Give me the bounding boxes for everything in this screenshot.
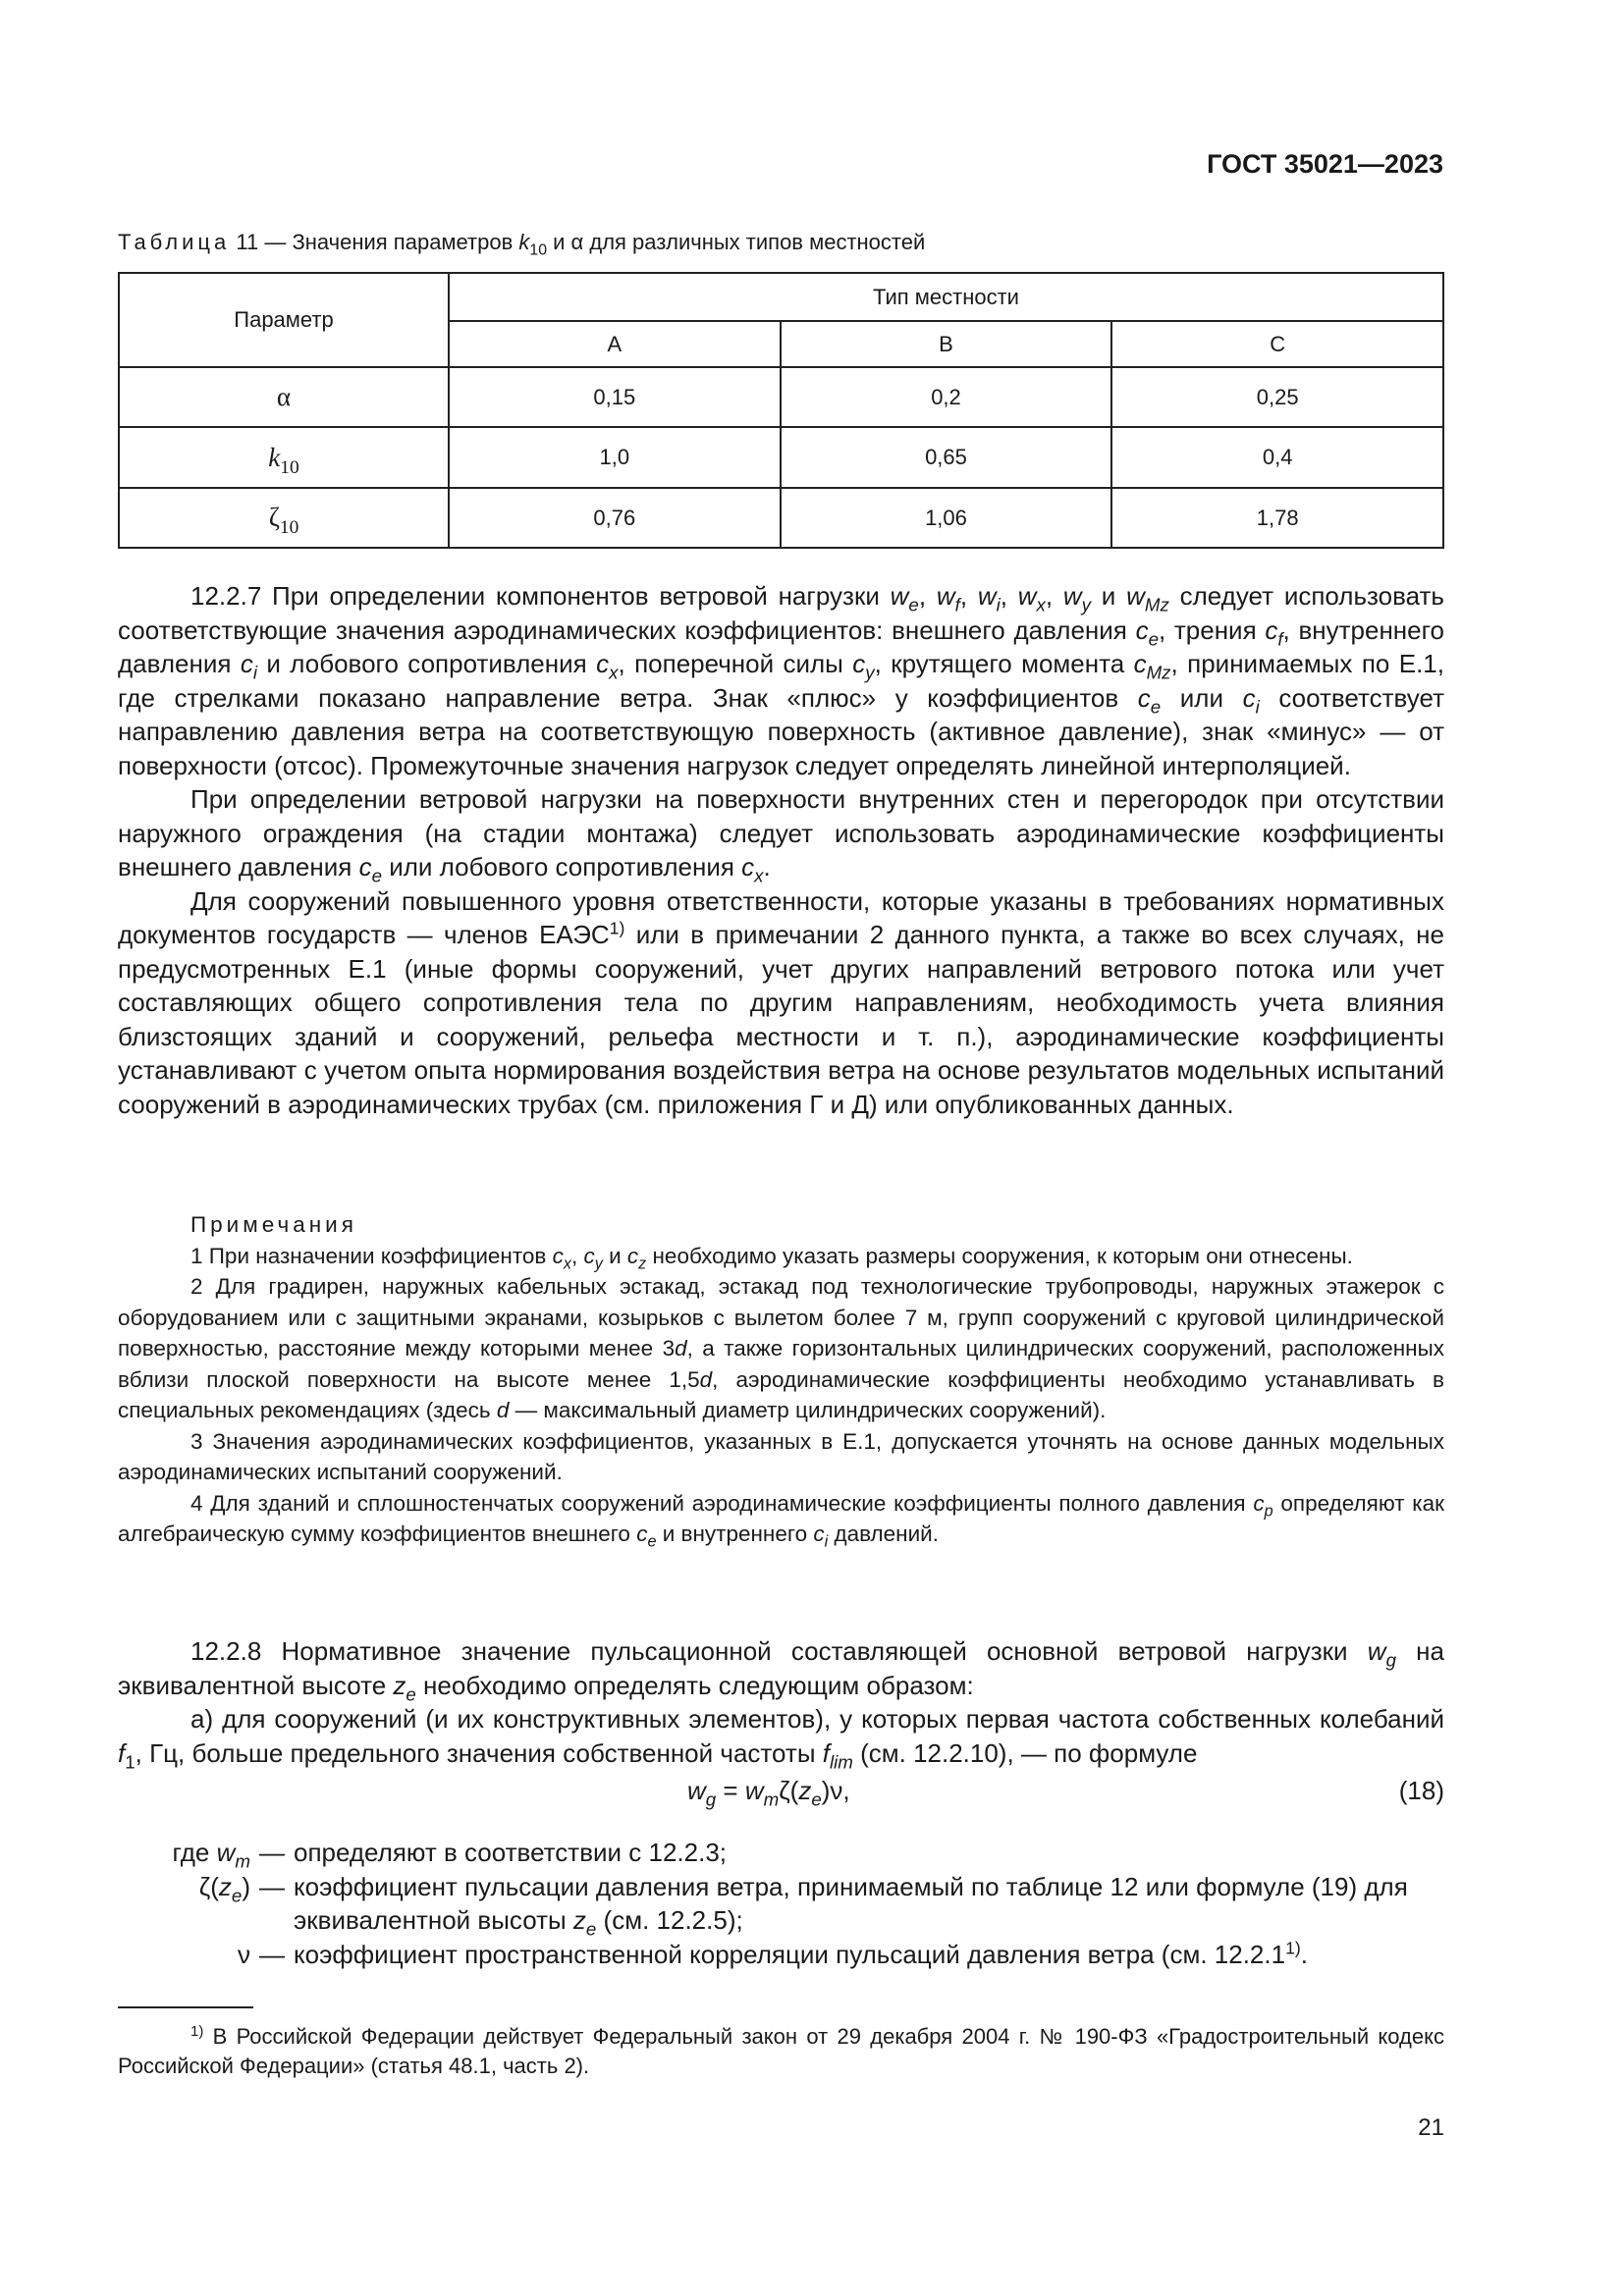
notes-block	[118, 1209, 1444, 1550]
paragraph-12-2-8-2: а) для сооружений (и их конструктивных элементов), у которых первая частота собственных колебаний $f_1$, Гц, больше предельного значения собственной частоты $f_{lim}$ (см. 12.2.10), — по формуле	[118, 1704, 1444, 1773]
where-term: $\zeta(z_e)$	[198, 1871, 250, 1906]
where-dash: —	[259, 1939, 285, 1969]
table-cell: 0,4	[1111, 427, 1443, 488]
row-param-alpha: α	[119, 367, 449, 427]
table-head-terrain-type: Тип местности	[449, 273, 1443, 321]
where-dash: —	[259, 1838, 285, 1867]
table-row	[119, 427, 1443, 488]
table-cell: 0,25	[1111, 367, 1443, 427]
formula-18	[118, 1776, 1444, 1811]
row-param-zeta10	[119, 488, 449, 548]
where-row	[118, 1870, 1444, 1938]
where-definition: определяют в соответствии с 12.2.3;	[294, 1838, 728, 1867]
paragraph-12-2-7-1: 12.2.7 При определении компонентов ветровой нагрузки $w_e$, $w_f$, $w_i$, $w_x$, $w_y$ и $w_{Mz}$ следует использовать соответствующие значения аэродинамических коэффициентов: внешнего давления $c_e$, трения $c_f$, внутреннего давления $c_i$ и лобового сопротивления $c_x$, поперечной силы $c_y$, крутящего момента $c_{Mz}$, принимаемых по Е.1, где стрелками показано направление ветра. Знак «плюс» у коэффициентов $c_e$ или $c_i$ соответствует направлению давления ветра на соответствующую поверхность (активное давление), знак «минус» — от поверхности (отсос). Промежуточные значения нагрузок следует определять линейной интерполяцией.	[118, 581, 1444, 780]
paragraph-12-2-7-2: При определении ветровой нагрузки на поверхности внутренних стен и перегородок при отсутствии наружного ограждения (на стадии монтажа) следует использовать аэродинамические коэффициенты внешнего давления $c_e$ или лобового сопротивления $c_x$.	[118, 784, 1444, 886]
table-head-col-a: A	[449, 321, 781, 367]
table-caption-text: 11 — Значения параметров $k_{10}$ и α для различных типов местностей	[236, 230, 926, 259]
table-caption	[118, 230, 926, 259]
section-12-2-7	[118, 579, 1444, 1121]
note-4: 4 Для зданий и сплошностенчатых сооружений аэродинамические коэффициенты полного давления $c_p$ определяют как алгебраическую сумму коэффициентов внешнего $c_e$ и внутреннего $c_i$ давлений.	[118, 1490, 1444, 1551]
formula-expression: $w_g = w_m\zeta(z_e)\nu$,	[687, 1776, 850, 1810]
paragraph-12-2-8-1: 12.2.8 Нормативное значение пульсационной составляющей основной ветровой нагрузки $w_g$ на эквивалентной высоте $z_e$ необходимо определять следующим образом:	[118, 1636, 1444, 1705]
table-caption-word: Таблица	[118, 230, 231, 254]
table-row	[119, 488, 1443, 548]
table-cell: 0,65	[781, 427, 1112, 488]
table-cell: 0,15	[449, 367, 781, 427]
table-cell: 0,2	[781, 367, 1112, 427]
table-cell: 1,0	[449, 427, 781, 488]
where-definition: коэффициент пульсации давления ветра, принимаемый по таблице 12 или формуле (19) для эквивалентной высоты $z_e$ (см. 12.2.5);	[294, 1871, 1408, 1940]
note-1: 1 При назначении коэффициентов $c_x$, $c_y$ и $c_z$ необходимо указать размеры сооружения, к которым они отнесены.	[190, 1243, 1353, 1273]
table-row	[119, 367, 1443, 427]
where-term	[118, 1836, 250, 1870]
where-row	[118, 1836, 1444, 1870]
table-11	[118, 272, 1444, 549]
table-head-param: Параметр	[119, 273, 449, 367]
table-cell: 1,78	[1111, 488, 1443, 548]
where-definition: коэффициент пространственной корреляции пульсаций давления ветра (см. 12.2.1$^{1)}$.	[294, 1937, 1309, 1969]
table-head-col-b: B	[781, 321, 1112, 367]
section-12-2-8	[118, 1634, 1444, 1773]
table-cell: 1,06	[781, 488, 1112, 548]
where-row	[118, 1938, 1444, 1972]
footnote-text: $^{1)}$ В Российской Федерации действует Федеральный закон от 29 декабря 2004 г. № 190-ФЗ «Градостроительный кодекс Российской Федерации» (статья 48.1, часть 2).	[118, 2022, 1444, 2078]
where-term-symbol: $w_m$	[216, 1838, 250, 1872]
table-cell: 0,76	[449, 488, 781, 548]
row-param-k10	[119, 427, 449, 488]
row-param-zeta10-text: $\zeta_{10}$	[268, 503, 299, 538]
notes-title: Примечания	[190, 1212, 357, 1237]
note-3: 3 Значения аэродинамических коэффициентов, указанных в Е.1, допускается уточнять на основе данных модельных аэродинамических испытаний сооружений.	[118, 1428, 1444, 1484]
footnote-separator	[118, 2006, 253, 2008]
where-lead: где	[172, 1838, 210, 1867]
table-head-col-c: C	[1111, 321, 1443, 367]
paragraph-12-2-7-3: Для сооружений повышенного уровня ответственности, которые указаны в требованиях нормативных документов государств — членов ЕАЭС$^{1)}$ или в примечании 2 данного пункта, а также во всех случаях, не предусмотренных Е.1 (иные формы сооружений, учет других направлений ветрового потока или учет составляющих общего сопротивления тела по другим направлениям, необходимость учета влияния близстоящих зданий и сооружений, рельефа местности и т. п.), аэродинамические коэффициенты устанавливают с учетом опыта нормирования воздействия ветра на основе результатов модельных испытаний сооружений в аэродинамических трубах (см. приложения Г и Д) или опубликованных данных.	[118, 885, 1444, 1119]
where-term: ν	[238, 1939, 250, 1969]
page-number: 21	[1418, 2114, 1444, 2141]
where-list	[118, 1836, 1444, 1971]
formula-number: (18)	[1398, 1776, 1444, 1805]
footnote	[118, 2022, 1444, 2081]
row-param-k10-text: $k_{10}$	[268, 442, 299, 478]
note-2: 2 Для градирен, наружных кабельных эстакад, эстакад под технологические трубопроводы, наружных этажерок с оборудованием или с защитными экранами, козырьков с вылетом более 7 м, групп сооружений с круговой цилиндрической поверхностью, расстояние между которыми менее 3d, а также горизонтальных цилиндрических сооружений, расположенных вблизи плоской поверхности на высоте менее 1,5d, аэродинамические коэффициенты необходимо устанавливать в специальных рекомендациях (здесь d — максимальный диаметр цилиндрических сооружений).	[118, 1274, 1444, 1422]
where-dash: —	[259, 1871, 285, 1901]
document-header: ГОСТ 35021—2023	[1207, 149, 1443, 179]
